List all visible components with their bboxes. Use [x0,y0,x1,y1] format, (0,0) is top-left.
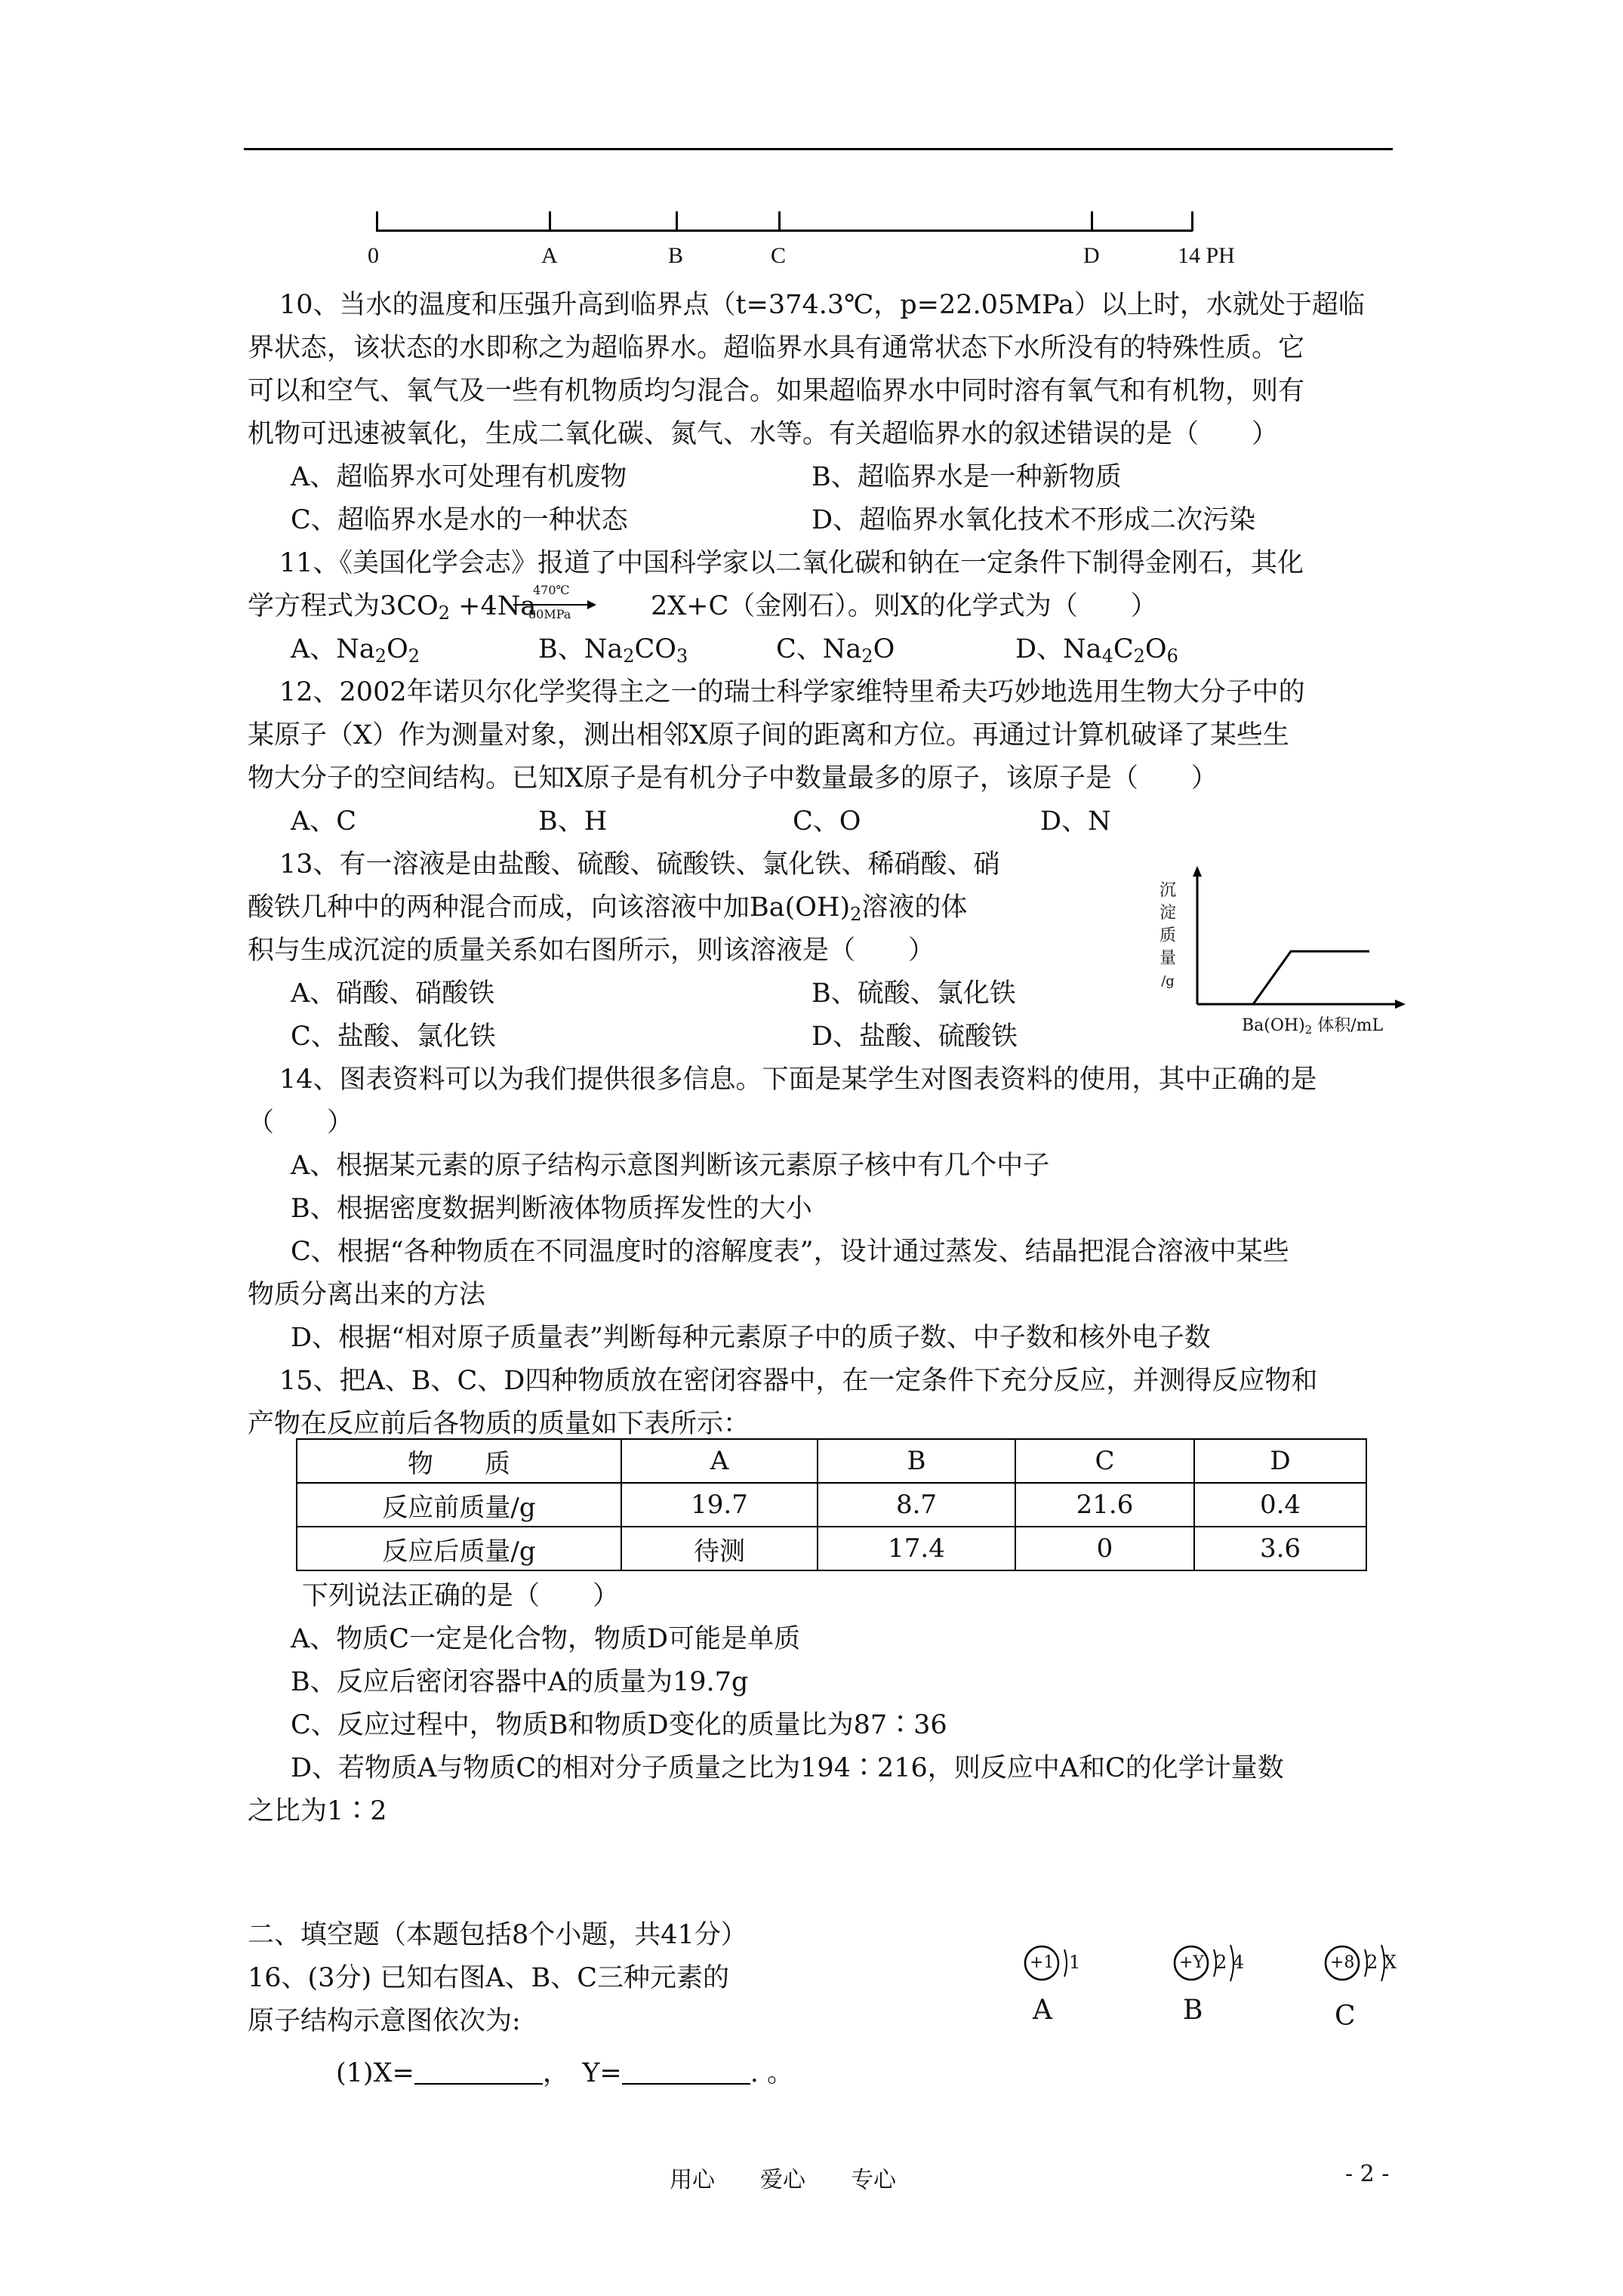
q12-option-a: A、C [291,806,357,837]
ph-label-c: C [771,243,787,268]
q12-line-1: 12、2002年诺贝尔化学奖得主之一的瑞士科学家维特里希夫巧妙地选用生物大分子中的 [279,677,1305,707]
q14-line-1: 14、图表资料可以为我们提供很多信息。下面是某学生对图表资料的使用，其中正确的是 [279,1065,1317,1095]
q12-option-c: C、O [793,806,861,837]
reaction-condition-pressure: 80MPa [528,607,571,621]
arrow-head-icon [587,600,596,609]
atom-b-nucleus: +Y [1179,1953,1204,1972]
reaction-condition-temperature: 470℃ [533,583,570,597]
header-rule [244,148,1393,150]
q11-line-2-rest: 2X+C（金刚石）。则X的化学式为（ ） [651,591,1157,621]
q11-option-a: A、$Na_2O_2$ [291,634,420,667]
atom-a-label: A [1033,1995,1052,2026]
q11-option-c: C、$Na_2O$ [776,634,895,667]
q12-option-d: D、N [1040,806,1111,837]
ph-tick-c [778,211,781,231]
graph-x-label: Ba(OH)2 体积/mL [1242,1016,1384,1037]
ph-tick-0 [376,211,378,231]
q12-option-b: B、H [538,806,608,837]
q14-option-d: D、根据“相对原子质量表”判断每种元素原子中的质子数、中子数和核外电子数 [291,1323,1211,1353]
q10-option-a: A、超临界水可处理有机废物 [291,462,627,492]
q12-line-3: 物大分子的空间结构。已知X原子是有机分子中数量最多的原子，该原子是（ ） [248,763,1218,794]
q13-option-c: C、盐酸、氯化铁 [291,1022,496,1052]
ph-tick-a [549,211,551,231]
q11-option-d: D、$Na_4C_2O_6$ [1015,634,1178,667]
q10-option-c: C、超临界水是水的一种状态 [291,505,628,535]
q14-option-c-cont: 物质分离出来的方法 [248,1280,486,1310]
graph-axes [1155,864,1412,1015]
answer-blank-x[interactable] [414,2060,543,2085]
q13-option-b: B、硫酸、氯化铁 [812,978,1016,1009]
atom-structure-diagrams [1019,1933,1442,2046]
q11-line-2: 学方程式为$3CO_2 +4Na$ [248,591,537,624]
ph-label-b: B [668,243,684,268]
q14-option-c: C、根据“各种物质在不同温度时的溶解度表”，设计通过蒸发、结晶把混合溶液中某些 [291,1237,1289,1267]
table-header-row: 物 质 A B C D [297,1439,1366,1483]
graph-curve [1253,951,1369,1004]
atom-b-label: B [1183,1995,1203,2026]
ph-tick-d [1091,211,1093,231]
ph-scale-axis [376,230,1193,232]
q15-option-b: B、反应后密闭容器中A的质量为19.7g [291,1667,749,1697]
q11-option-b: B、$Na_2CO_3$ [538,634,688,667]
mass-table [296,1438,1367,1571]
atom-a-shells: 1 [1069,1952,1081,1973]
q16-line-3: (1)X= ， Y= . 。 [336,2058,794,2088]
q10-option-d: D、超临界水氧化技术不形成二次污染 [812,505,1256,535]
q16-line-2: 原子结构示意图依次为: [248,2006,521,2036]
q14-option-b: B、根据密度数据判断液体物质挥发性的大小 [291,1194,812,1224]
q15-option-c: C、反应过程中，物质B和物质D变化的质量比为87∶36 [291,1710,947,1740]
table-row: 反应后质量/g 待测 17.4 0 3.6 [297,1527,1366,1570]
reaction-arrow [513,581,596,627]
q14-option-a: A、根据某元素的原子结构示意图判断该元素原子核中有几个中子 [291,1151,1050,1181]
q13-line-1: 13、有一溶液是由盐酸、硫酸、硫酸铁、氯化铁、稀硝酸、硝 [279,849,1000,880]
atom-c-label: C [1335,2001,1356,2032]
q10-line-4: 机物可迅速被氧化，生成二氧化碳、氮气、水等。有关超临界水的叙述错误的是（ ） [248,419,1279,449]
ph-tick-14 [1191,211,1193,231]
q12-line-2: 某原子（X）作为测量对象，测出相邻X原子间的距离和方位。再通过计算机破译了某些生 [248,720,1289,750]
ph-tick-b [676,211,678,231]
q10-line-1: 10、当水的温度和压强升高到临界点（t=374.3℃，p=22.05MPa）以上时，水就处于超临 [279,290,1365,320]
q15-prompt: 下列说法正确的是（ ） [302,1581,620,1611]
q15-option-d: D、若物质A与物质C的相对分子质量之比为194∶216，则反应中A和C的化学计量数 [291,1753,1284,1783]
q14-line-2: （ ） [248,1108,354,1138]
q13-option-a: A、硝酸、硝酸铁 [291,978,495,1009]
atom-c-nucleus: +8 [1330,1953,1355,1972]
q15-option-a: A、物质C一定是化合物，物质D可能是单质 [291,1624,801,1654]
footer-motto: 用心 爱心 专心 [670,2167,896,2193]
q16-line-1: 16、(3分) 已知右图A、B、C三种元素的 [248,1963,730,1993]
answer-blank-y[interactable] [622,2060,750,2085]
precipitate-graph [1155,864,1412,1046]
q10-line-3: 可以和空气、氧气及一些有机物质均匀混合。如果超临界水中同时溶有氧气和有机物，则有 [248,376,1305,406]
q13-option-d: D、盐酸、硫酸铁 [812,1022,1018,1052]
atom-b-shells: 2 4 [1215,1952,1245,1973]
q15-line-2: 产物在反应前后各物质的质量如下表所示： [248,1409,750,1439]
q10-option-b: B、超临界水是一种新物质 [812,462,1122,492]
ph-label-0: 0 [368,243,379,268]
ph-label-14: 14 PH [1178,243,1235,268]
q13-line-3: 积与生成沉淀的质量关系如右图所示，则该溶液是（ ） [248,935,935,966]
ph-label-a: A [541,243,558,268]
graph-y-label: 沉 淀 质 量 /g [1159,881,1176,989]
ph-label-d: D [1083,243,1100,268]
q13-line-2: 酸铁几种中的两种混合而成，向该溶液中加$Ba(OH)_2$溶液的体 [248,892,968,925]
q15-line-1: 15、把A、B、C、D四种物质放在密闭容器中，在一定条件下充分反应，并测得反应物和 [279,1366,1318,1396]
atom-c-shells: 2 X [1366,1952,1397,1973]
section-title: 二、填空题（本题包括8个小题，共41分） [248,1920,747,1950]
page-number: - 2 - [1345,2161,1390,2187]
q11-line-1: 11、《美国化学会志》报道了中国科学家以二氧化碳和钠在一定条件下制得金刚石，其化 [279,548,1304,578]
q10-line-2: 界状态，该状态的水即称之为超临界水。超临界水具有通常状态下水所没有的特殊性质。它 [248,333,1305,363]
table-row: 反应前质量/g 19.7 8.7 21.6 0.4 [297,1483,1366,1527]
atom-a-nucleus: +1 [1030,1953,1055,1972]
q15-option-d-cont: 之比为1∶2 [248,1796,387,1826]
